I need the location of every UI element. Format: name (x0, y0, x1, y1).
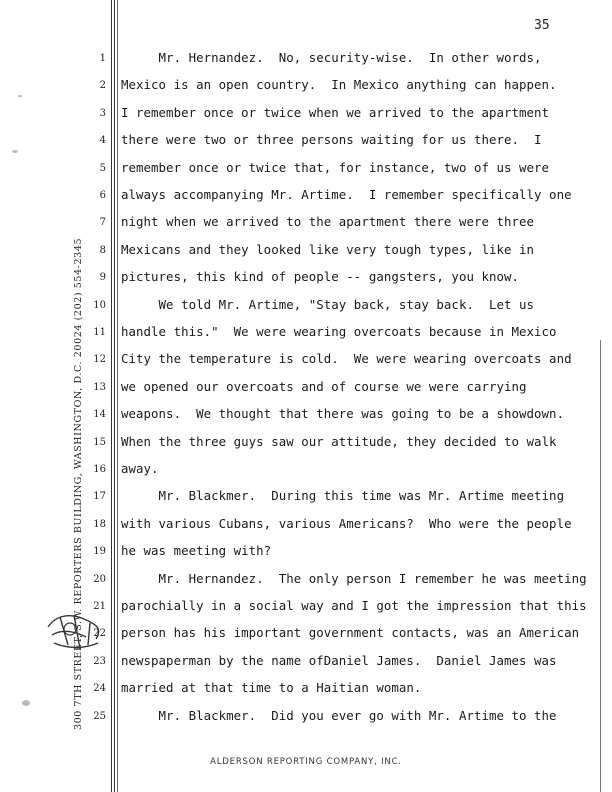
line-number: 14 (93, 409, 106, 421)
line-number: 23 (93, 655, 106, 667)
transcript-line: night when we arrived to the apartment there were three (121, 214, 535, 230)
line-number: 8 (99, 244, 106, 256)
transcript-line: Mr. Hernandez. No, security-wise. In other words, (121, 50, 542, 65)
scan-speck (22, 700, 30, 706)
line-number: 1 (99, 53, 106, 64)
transcript-line: weapons. We thought that there was going to be a showdown. (121, 406, 565, 422)
line-number: 7 (99, 217, 106, 229)
transcript-line: we opened our overcoats and of course we were carrying (121, 378, 527, 394)
page-number: 35 (534, 18, 550, 33)
line-number: 21 (93, 601, 106, 612)
line-number: 15 (93, 436, 106, 448)
transcript-line: person has his important government contacts, was an American (121, 625, 580, 641)
scan-speck (12, 150, 18, 153)
line-number: 12 (93, 354, 106, 366)
line-number: 4 (99, 135, 106, 147)
left-margin-rule-inner (114, 0, 115, 792)
transcript-line: newspaperman by the name ofDaniel James. Daniel James was (121, 652, 557, 668)
line-number: 3 (99, 107, 106, 119)
line-number: 18 (93, 518, 106, 530)
right-margin-rule (600, 340, 601, 792)
transcript-line: We told Mr. Artime, "Stay back, stay back. Let us (121, 296, 535, 312)
transcript-line: with various Cubans, various Americans? Who were the people (121, 515, 572, 531)
transcript-line: Mr. Blackmer. During this time was Mr. Artime meeting (121, 488, 565, 504)
line-number: 13 (93, 381, 106, 393)
transcript-line: away. (121, 461, 159, 476)
left-margin-rule-third (117, 0, 118, 792)
line-number: 10 (93, 299, 106, 311)
left-margin-rule (111, 0, 112, 792)
line-number: 20 (93, 573, 106, 585)
transcript-line: Mr. Blackmer. Did you ever go with Mr. Artime to the (121, 707, 557, 723)
transcript-line: always accompanying Mr. Artime. I remember specifically one (121, 187, 572, 202)
line-number: 24 (93, 683, 106, 695)
line-number: 6 (99, 190, 106, 201)
line-number: 5 (99, 162, 106, 174)
line-number: 9 (99, 272, 106, 284)
transcript-line: married at that time to a Haitian woman. (121, 680, 422, 696)
line-number: 22 (93, 628, 106, 640)
transcript-line: Mexico is an open country. In Mexico anything can happen. (121, 77, 557, 93)
transcript-line: pictures, this kind of people -- gangsters, you know. (121, 269, 520, 285)
line-number: 17 (93, 491, 106, 503)
transcript-line: parochially in a social way and I got the impression that this (121, 598, 587, 613)
transcript-line: he was meeting with? (121, 543, 272, 559)
scribble-stamp-icon (40, 605, 110, 655)
transcript-line: there were two or three persons waiting for us there. I (121, 132, 542, 148)
transcript-line: remember once or twice that, for instance, two of us were (121, 159, 550, 175)
transcript-line: Mr. Hernandez. The only person I remember he was meeting (121, 570, 587, 586)
transcript-line: I remember once or twice when we arrived to the apartment (121, 104, 550, 120)
line-number: 25 (93, 710, 106, 722)
transcript-line: City the temperature is cold. We were wearing overcoats and (121, 351, 572, 367)
transcript-line: handle this." We were wearing overcoats because in Mexico (121, 324, 557, 339)
line-number: 16 (93, 464, 106, 475)
reporter-address: 300 7TH STREET, S.W. REPORTERS BUILDING, WASHINGTON, D.C. 20024 (202) 554-2345 (73, 237, 84, 730)
line-number: 2 (99, 80, 106, 92)
transcript-line: Mexicans and they looked like very tough types, like in (121, 241, 535, 257)
footer-company: ALDERSON REPORTING COMPANY, INC. (210, 757, 402, 767)
transcript-line: When the three guys saw our attitude, they decided to walk (121, 433, 557, 449)
line-number: 11 (93, 327, 106, 338)
scan-speck (18, 95, 22, 97)
line-number: 19 (93, 546, 106, 558)
